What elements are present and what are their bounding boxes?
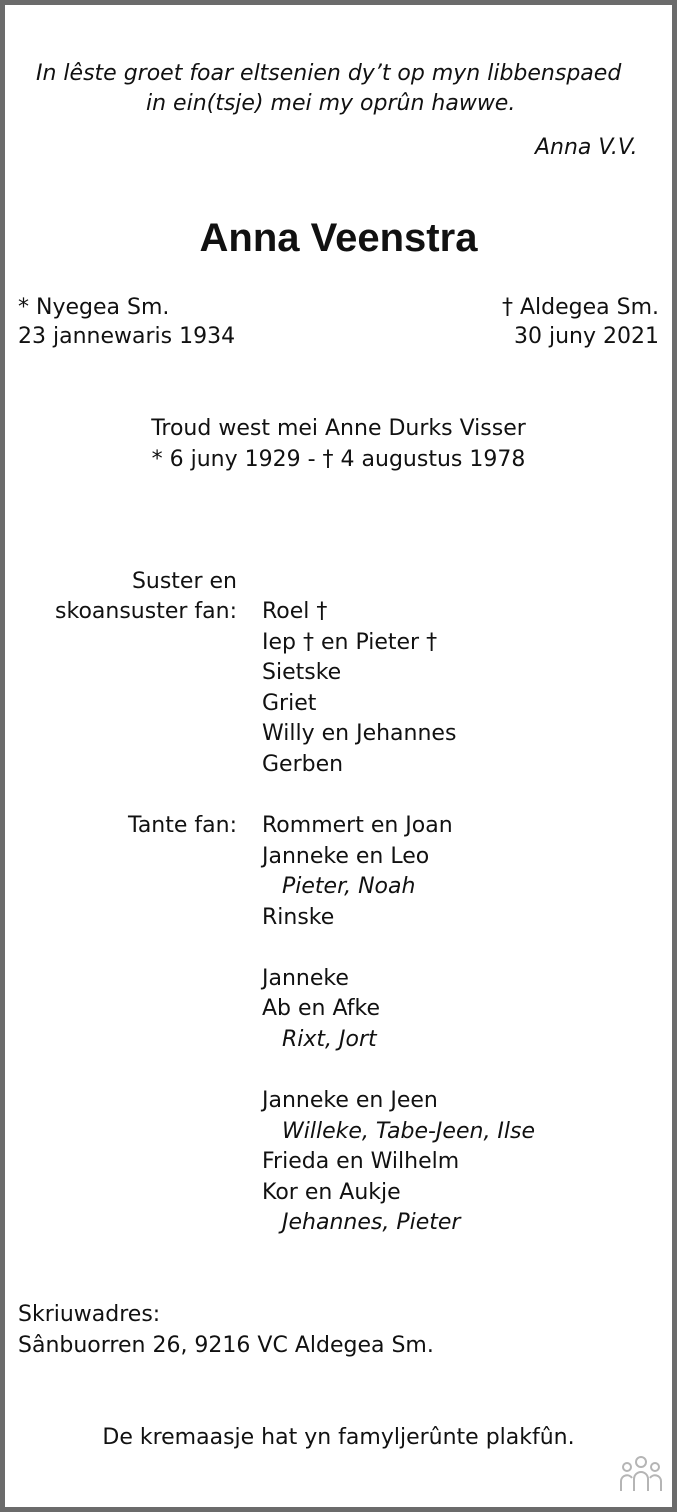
sibling-name: Iep † en Pieter † — [262, 630, 438, 655]
relative-line: Frieda en Wilhelm — [262, 1149, 460, 1174]
relative-line: Janneke — [262, 966, 349, 991]
aunt-label: Tante fan: — [128, 813, 237, 838]
spouse-line-1: Troud west mei Anne Durks Visser — [151, 416, 526, 441]
motto-line-1: In lêste groet foar eltsenien dy’t op myn libbenspaed — [36, 61, 622, 86]
motto-signature: Anna V.V. — [535, 135, 638, 160]
death-place: † Aldegea Sm. — [501, 295, 659, 320]
siblings-label-1: Suster en — [131, 569, 237, 594]
sibling-name: Willy en Jehannes — [262, 721, 457, 746]
motto-line-2: in ein(tsje) mei my oprûn hawwe. — [146, 91, 516, 116]
address-label: Skriuwadres: — [18, 1302, 161, 1327]
relative-line: Rommert en Joan — [262, 813, 453, 838]
people-group-icon — [617, 1453, 665, 1493]
siblings-label-2: skoansuster fan: — [55, 599, 237, 624]
relative-line: Ab en Afke — [262, 996, 380, 1021]
sibling-name: Sietske — [262, 660, 342, 685]
relative-line: Kor en Aukje — [262, 1180, 401, 1205]
cremation-note: De kremaasje hat yn famyljerûnte plakfûn. — [102, 1425, 575, 1450]
spouse-line-2: * 6 juny 1929 - † 4 augustus 1978 — [151, 447, 526, 472]
relative-line: Rinske — [262, 905, 335, 930]
death-date: 30 juny 2021 — [514, 324, 659, 349]
grandchildren-line: Willeke, Tabe-Jeen, Ilse — [282, 1119, 536, 1144]
birth-date: 23 jannewaris 1934 — [18, 324, 236, 349]
grandchildren-line: Jehannes, Pieter — [282, 1210, 461, 1235]
sibling-name: Griet — [262, 691, 317, 716]
grandchildren-line: Rixt, Jort — [282, 1027, 377, 1052]
birth-place: * Nyegea Sm. — [18, 295, 170, 320]
address-value: Sânbuorren 26, 9216 VC Aldegea Sm. — [18, 1333, 434, 1358]
deceased-name: Anna Veenstra — [199, 216, 478, 260]
relative-line: Janneke en Leo — [262, 844, 430, 869]
sibling-name: Roel † — [262, 599, 328, 624]
grandchildren-line: Pieter, Noah — [282, 874, 416, 899]
relative-line: Janneke en Jeen — [262, 1088, 438, 1113]
sibling-name: Gerben — [262, 752, 344, 777]
